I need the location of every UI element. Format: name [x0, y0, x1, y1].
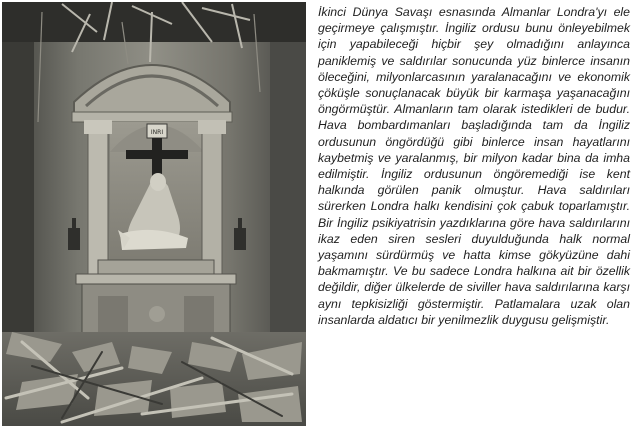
- article-text: İkinci Dünya Savaşı esnasında Almanlar Londra'yı ele geçirmeye çalışmıştır. İngiliz ordusu bunu önleyebilmek için yapabileceği hiçbir şey olmadığını anlayınca paniklemiş ve saldırılar sonucunda yüz binlerce insanın öleceğini, milyonlarcasının yaralanacağını ve ekonomik çöküşle sonuçlanacak büyük bir karmaşa yaşanacağını öngörmüştür. Almanların tam olarak istedikleri de budur. Hava bombardımanları başladığında tam da İngiliz ordusunun öngördüğü gibi binlerce insan hayatlarını kaybetmiş ve yaralanmış, bir milyon kadar bina da imha edilmiştir. İngiliz ordusunun öngöremediği ise kent halkında görülen panik olmuştur. Hava saldırıları sürerken Londra halkı kendisini çok çabuk toparlamıştır. Bir İngiliz psikiyatrisin yazdıklarına göre hava saldırılarını ikaz eden siren sesleri duyulduğunda halk normal yaşamını sürdürmüş ve hatta kimse gökyüzüne dahi bakmamıştır. Ve bu sadece Londra halkına ait bir özellik değildir, diğer ülkelerde de siviller hava saldırılarına karşı aynı tepkisizliği göstermiştir. Patlamalara uzak olan insanlarda aldatıcı bir yenilmezlik duygusu gelişmiştir.: [318, 5, 630, 327]
- chapel-illustration: [2, 2, 306, 426]
- inri-plaque: INRI: [150, 129, 164, 136]
- bombed-chapel-photo: [2, 2, 306, 426]
